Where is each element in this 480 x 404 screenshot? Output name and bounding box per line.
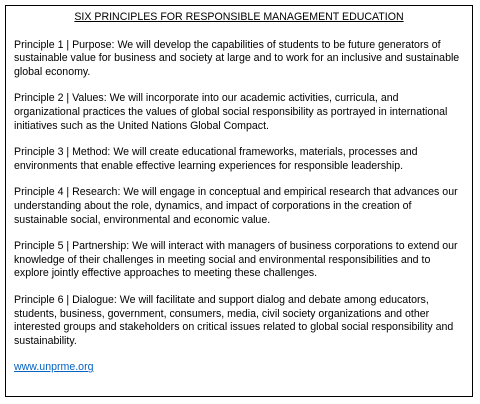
principle-5: Principle 5 | Partnership: We will interact with managers of business corporations to extend our knowledge of their challenges in meeting social and environmental responsibilities and to explore jointly effective approaches to meeting these challenges. — [14, 240, 458, 280]
principle-3: Principle 3 | Method: We will create educational frameworks, materials, processes and environments that enable effective learning experiences for responsible leadership. — [14, 146, 418, 172]
principle-1: Principle 1 | Purpose: We will develop the capabilities of students to be future generators of sustainable value for business and society at large and to work for an inclusive and sustainable global economy. — [14, 38, 460, 78]
principle-6: Principle 6 | Dialogue: We will facilitate and support dialog and debate among educators, students, business, government, consumers, media, civil society organizations and other interested groups and stakeholders on critical issues related to global social responsibility and sustainability. — [14, 293, 454, 347]
website-link[interactable]: www.unprme.org — [14, 361, 94, 374]
principles-box — [5, 5, 473, 397]
document-title: SIX PRINCIPLES FOR RESPONSIBLE MANAGEMENT EDUCATION — [74, 11, 404, 23]
principle-4: Principle 4 | Research: We will engage in conceptual and empirical research that advances our understanding about the role, dynamics, and impact of corporations in the creation of sustainable social, environmental and economic value. — [14, 186, 458, 226]
principle-2: Principle 2 | Values: We will incorporate into our academic activities, curricula, and organizational practices the values of global social responsibility as portrayed in international initiatives such as the United Nations Global Compact. — [14, 92, 448, 132]
